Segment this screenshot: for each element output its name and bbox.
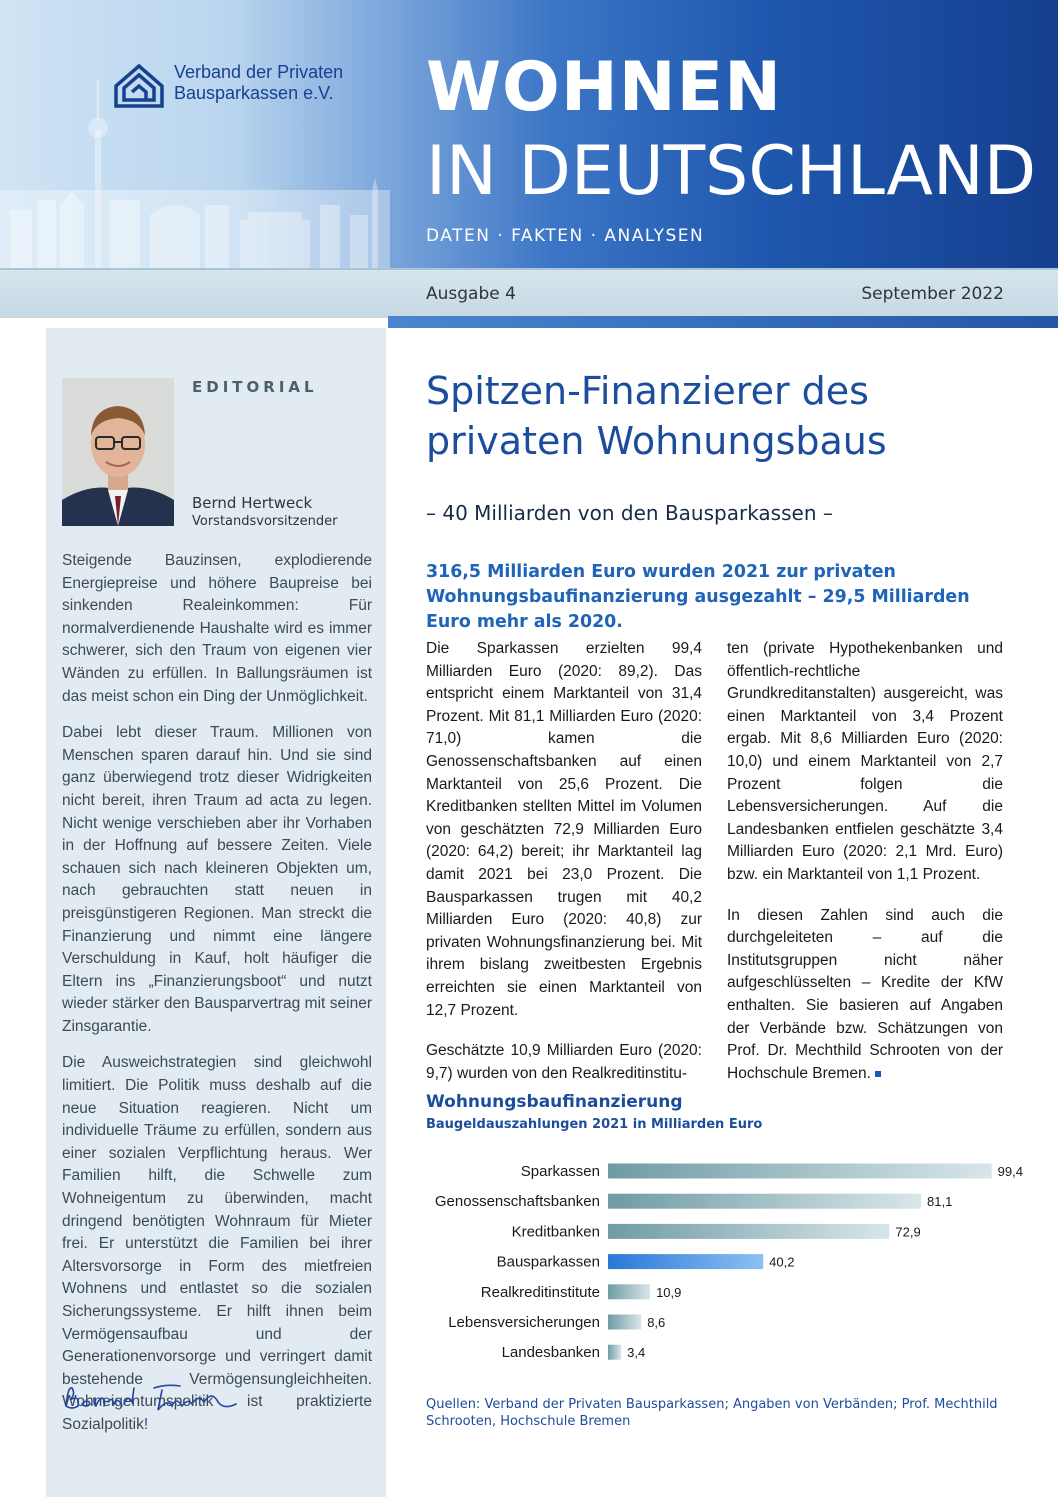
chart-bar xyxy=(608,1254,763,1269)
chart-bar xyxy=(608,1345,621,1360)
article-column-left xyxy=(426,638,702,1103)
author-name: Bernd Hertweck xyxy=(192,494,313,512)
article-column-right xyxy=(727,638,1003,1103)
article-paragraph-text: In diesen Zahlen sind auch die durchgeleiteten – auf die Institutsgruppen nicht näher aufgeschlüsselten – Kredite der KfW enthalten. Sie basieren auf Angaben der Verbände bzw. Schätzungen von Prof. Dr. Mechthild Schrooten von der Hochschule Bremen. xyxy=(727,906,1003,1082)
chart-category-label: Lebensversicherungen xyxy=(448,1314,600,1331)
handwritten-signature xyxy=(62,1376,242,1420)
chart-bar xyxy=(608,1224,889,1239)
article-end-mark-icon xyxy=(875,1071,881,1077)
city-skyline-illustration xyxy=(0,0,390,268)
chart-category-label: Landesbanken xyxy=(501,1344,600,1362)
chart-value-label: 40,2 xyxy=(769,1254,795,1270)
editorial-paragraph: Steigende Bauzinsen, explodierende Energiepreise und höhere Baupreise bei sinkenden Realeinkommen: Für normalverdienende Haushalte wird es immer schwerer, sich den Traum von eigenen vier Wänden zu erfüllen. In Ballungsräumen ist das meist schon ein Ding der Unmöglichkeit. xyxy=(62,552,372,705)
editorial-text xyxy=(62,550,372,1451)
article-paragraph: ten (private Hypothekenbanken und öffentlich-rechtliche Grundkreditanstalten) ausgereicht, was einen Marktanteil von 3,4 Prozent ergab. Mit 8,6 Milliarden Euro (2020: 10,0) und einem Marktanteil von 2,7 Prozent folgen die Lebensversicherungen. Auf die Landesbanken entfielen geschätzte 3,4 Milliarden Euro (2020: 2,1 Mrd. Euro) bzw. ein Marktanteil von 1,1 Prozent. xyxy=(727,640,1003,883)
org-name-line2: Bausparkassen e.V. xyxy=(174,83,334,103)
publication-tagline: DATEN · FAKTEN · ANALYSEN xyxy=(426,226,705,246)
issue-date: September 2022 xyxy=(861,284,1004,304)
accent-bar xyxy=(388,316,1058,328)
publication-title-line1: WOHNEN xyxy=(426,48,782,127)
editorial-paragraph: Die Ausweichstrategien sind gleichwohl limitiert. Die Politik muss deshalb auf die neue Situation reagieren. Nicht um individuelle Träume zu erfüllen, sondern aus einer sozialen Verpflichtung heraus. Wer Familien hilft, die Schwelle zum Wohneigentum zu überwinden, macht dringend benötigten Wohnraum für Mieter frei. Er unterstützt die Familien bei ihrer Altersvorsorge in Form des mietfreien Wohnens und entlastet so die sozialen Sicherungssysteme. Er hilft ihnen beim Vermögensaufbau und der Generationenvorsorge und verringert damit bestehende Vermögensungleichheiten. Wohneigentumspolitik ist praktizierte Sozialpolitik! xyxy=(62,1054,372,1433)
article-headline: Spitzen-Finanzierer des privaten Wohnungsbaus xyxy=(426,369,887,463)
chart-category-label: Realkreditinstitute xyxy=(480,1283,600,1301)
chart-bar xyxy=(608,1164,992,1179)
article-paragraph: Geschätzte 10,9 Milliarden Euro (2020: 9,7) wurden von den Realkreditinstitu- xyxy=(426,1042,702,1082)
chart-value-label: 81,1 xyxy=(927,1194,953,1210)
article-paragraph: Die Sparkassen erzielten 99,4 Milliarden Euro (2020: 89,2). Das entspricht einem Marktanteil von 31,4 Prozent. Mit 81,1 Milliarden Euro (2020: 71,0) kamen die Genossenschaftsbanken auf einen Marktanteil von 25,6 Prozent. Die Kreditbanken stellten Mittel im Volumen von geschätzten 72,9 Milliarden Euro (2020: 64,2) bereit; ihr Marktanteil lag damit 2021 bei 23,0 Prozent. Die Bausparkassen trugen mit 40,2 Milliarden Euro (2020: 40,8) zur privaten Wohnungsfinanzierung bei. Mit ihrem bislang zweitbesten Ergebnis erreichten sie einen Marktanteil von 12,7 Prozent. xyxy=(426,640,702,1019)
chart-value-label: 99,4 xyxy=(997,1164,1023,1179)
chart-subtitle: Baugeldauszahlungen 2021 in Milliarden Euro xyxy=(426,1117,763,1132)
org-logo xyxy=(112,62,343,108)
org-name-line1: Verband der Privaten xyxy=(174,62,344,82)
editorial-sidebar xyxy=(46,328,386,1497)
chart-value-label: 10,9 xyxy=(656,1284,682,1300)
author-role: Vorstandsvorsitzender xyxy=(192,514,338,529)
chart-title: Wohnungsbaufinanzierung xyxy=(426,1092,683,1112)
chart-category-label: Genossenschaftsbanken xyxy=(434,1193,600,1211)
masthead xyxy=(0,0,1058,268)
chart-category-label: Bausparkassen xyxy=(496,1253,600,1271)
bar-chart xyxy=(380,1160,1040,1380)
chart-bar xyxy=(608,1315,641,1330)
chart-bar xyxy=(608,1194,921,1209)
section-label: EDITORIAL xyxy=(192,378,318,396)
chart-value-label: 8,6 xyxy=(647,1315,666,1330)
issue-number: Ausgabe 4 xyxy=(426,284,516,304)
chart-bar xyxy=(608,1284,650,1299)
editorial-paragraph: Dabei lebt dieser Traum. Millionen von Menschen sparen darauf hin. Und sie sind ganz überwiegend trotz dieser Widrigkeiten nicht bereit, ihren Traum ad acta zu legen. Nicht wenige verschieben aber ihr Vorhaben in der Hoffnung auf bessere Zeiten. Viele schauen sich nach kleineren Objekten um, nach gebrauchten statt neuen in preisgünstigeren Regionen. Man streckt die Finanzierung und nimmt eine längere Verschuldung in Kauf, holt häufiger die Eltern ins „Finanzierungsboot“ und nutzt wieder stärker den Bausparvertrag mit seiner Zinsgarantie. xyxy=(62,724,372,1035)
chart-sources: Quellen: Verband der Privaten Bausparkassen; Angaben von Verbänden; Prof. Mechthild Schrooten, Hochschule Bremen xyxy=(426,1397,998,1429)
issue-bar xyxy=(0,268,1058,318)
house-logo-icon xyxy=(112,62,166,108)
article-subhead: – 40 Milliarden von den Bausparkassen – xyxy=(426,501,833,525)
publication-title-line2: IN DEUTSCHLAND xyxy=(426,132,1037,211)
author-portrait xyxy=(62,378,174,526)
article-lead: 316,5 Milliarden Euro wurden 2021 zur privaten Wohnungsbaufinanzierung ausgezahlt – 29,5 Milliarden Euro mehr als 2020. xyxy=(426,562,970,632)
chart-category-label: Kreditbanken xyxy=(511,1223,600,1241)
chart-value-label: 72,9 xyxy=(895,1224,921,1240)
chart-value-label: 3,4 xyxy=(627,1345,646,1361)
article-paragraph-last xyxy=(727,905,1003,1086)
chart-category-label: Sparkassen xyxy=(520,1163,600,1180)
